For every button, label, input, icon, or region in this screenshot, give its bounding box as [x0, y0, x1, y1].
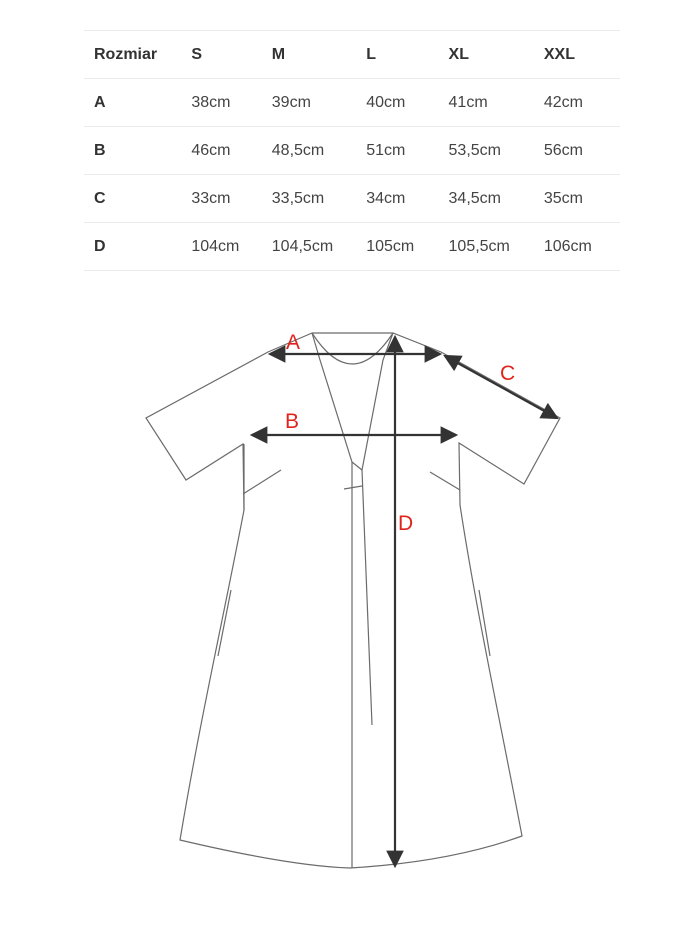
label-d: D — [398, 512, 414, 535]
table-cell: 39cm — [262, 79, 356, 127]
row-label: D — [84, 223, 181, 271]
row-label: B — [84, 127, 181, 175]
table-cell: 105cm — [356, 223, 438, 271]
table-cell: 104,5cm — [262, 223, 356, 271]
table-cell: 46cm — [181, 127, 261, 175]
table-cell: 104cm — [181, 223, 261, 271]
table-cell: 56cm — [534, 127, 620, 175]
table-cell: 33cm — [181, 175, 261, 223]
dress-outline — [146, 333, 560, 868]
table-cell: 41cm — [439, 79, 534, 127]
label-c: C — [500, 362, 516, 385]
label-b: B — [285, 410, 300, 433]
table-cell: 105,5cm — [439, 223, 534, 271]
row-label: A — [84, 79, 181, 127]
header-cell-xxl: XXL — [534, 31, 620, 79]
collar-point — [344, 486, 362, 489]
wrap-panel — [362, 470, 372, 725]
right-pocket-dart — [430, 472, 460, 490]
table-cell: 51cm — [356, 127, 438, 175]
header-cell-size: Rozmiar — [84, 31, 181, 79]
table-cell: 33,5cm — [262, 175, 356, 223]
table-cell: 42cm — [534, 79, 620, 127]
table-cell: 106cm — [534, 223, 620, 271]
left-pocket-dart — [243, 470, 281, 494]
header-cell-s: S — [181, 31, 261, 79]
header-cell-m: M — [262, 31, 356, 79]
left-pocket-slit — [218, 590, 231, 656]
header-cell-xl: XL — [439, 31, 534, 79]
table-cell: 53,5cm — [439, 127, 534, 175]
table-cell: 34,5cm — [439, 175, 534, 223]
dress-silhouette — [146, 333, 560, 868]
table-cell: 40cm — [356, 79, 438, 127]
neckline — [312, 333, 393, 364]
table-cell: 35cm — [534, 175, 620, 223]
table-cell: 48,5cm — [262, 127, 356, 175]
header-cell-l: L — [356, 31, 438, 79]
table-cell: 34cm — [356, 175, 438, 223]
label-a: A — [286, 331, 301, 354]
table-cell: 38cm — [181, 79, 261, 127]
row-label: C — [84, 175, 181, 223]
